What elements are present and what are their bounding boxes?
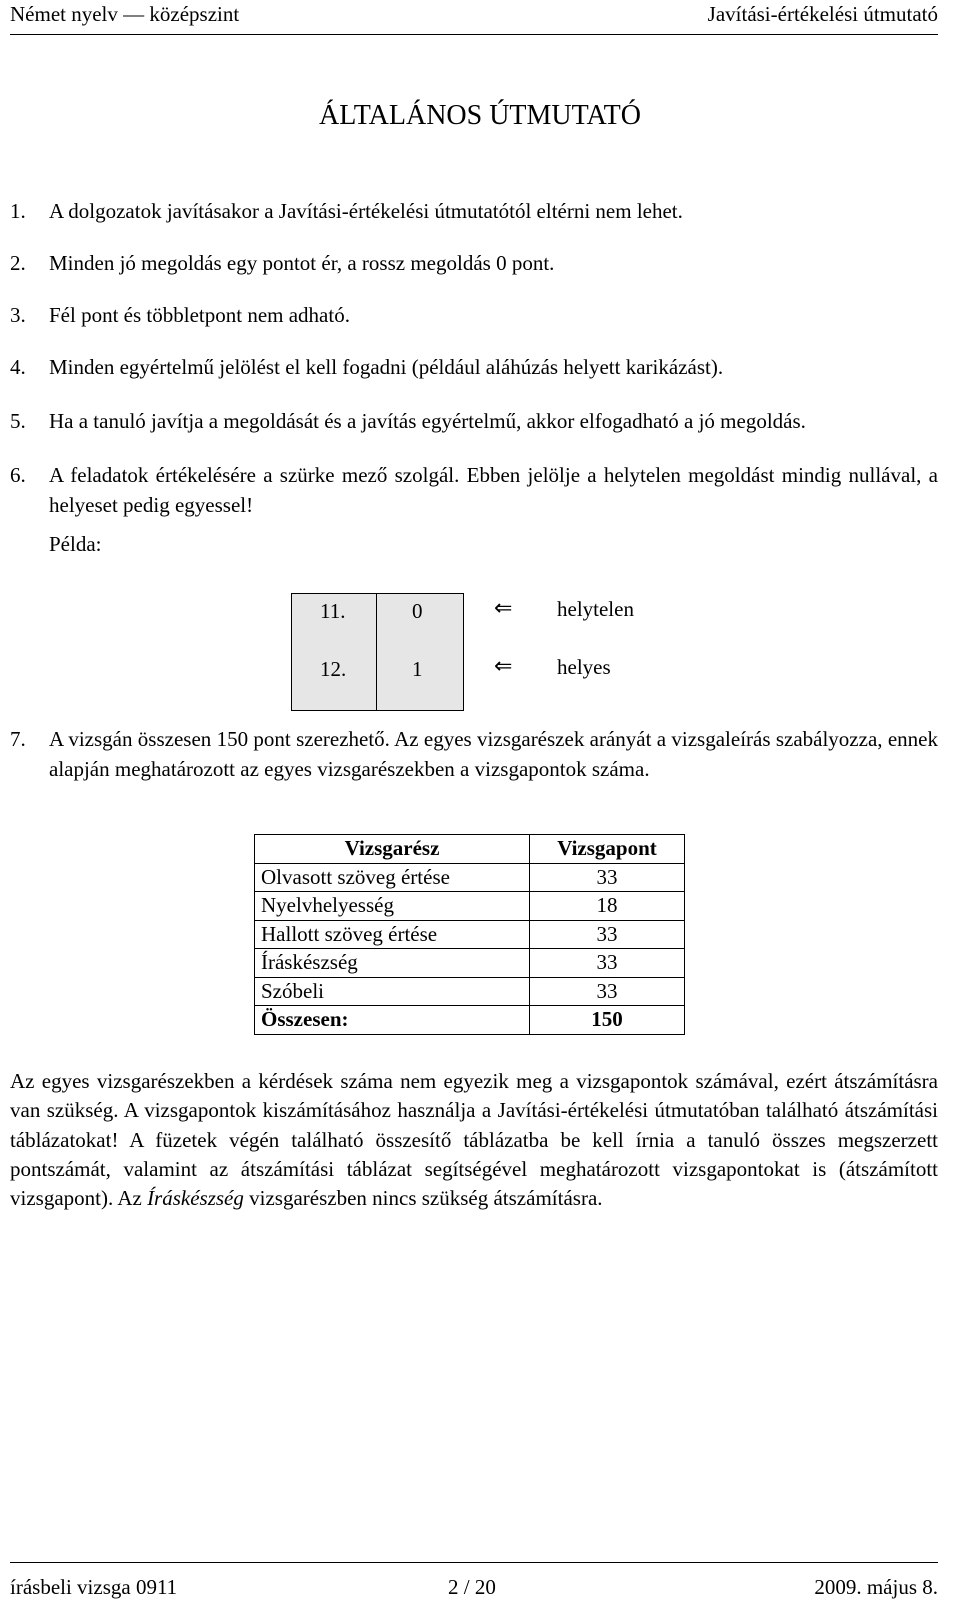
list-item-text: Minden jó megoldás egy pontot ér, a rossz megoldás 0 pont. bbox=[49, 251, 555, 275]
paragraph-text: Az egyes vizsgarészekben a kérdések száma nem egyezik meg a vizsgapontok számával, ezért átszámításra van szükség. A vizsgapontok kiszámításához használja a Javítási-értékelési útmutatóban található átszámítási táblázatokat! A füzetek végén található összesítő táblázatba be kell írnia a tanuló összes megszerzett pontszámát, valamint az átszámítási táblázat segítségével meghatározott vizsgapontokat is (átszámított vizsgapont). Az bbox=[10, 1069, 938, 1211]
example-label: Példa: bbox=[49, 532, 102, 556]
conversion-paragraph bbox=[10, 1067, 938, 1213]
list-item-text: Ha a tanuló javítja a megoldását és a javítás egyértelmű, akkor elfogadható a jó megoldás. bbox=[49, 409, 806, 433]
exam-points-cell: 33 bbox=[530, 977, 685, 1006]
page-footer bbox=[10, 1562, 938, 1603]
paragraph-emphasis: Íráskészség bbox=[147, 1186, 244, 1211]
column-header: Vizsgarész bbox=[255, 835, 530, 864]
example-result-label: helyes bbox=[557, 655, 611, 679]
table-row bbox=[255, 920, 685, 949]
exam-part-cell: Olvasott szöveg értése bbox=[255, 863, 530, 892]
table-row bbox=[255, 949, 685, 978]
list-item-number: 3. bbox=[10, 303, 26, 327]
header-doc-title: Javítási-értékelési útmutató bbox=[707, 2, 938, 26]
exam-points-cell: 33 bbox=[530, 920, 685, 949]
footer-exam-code: írásbeli vizsga 0911 bbox=[10, 1575, 178, 1599]
list-item-number: 1. bbox=[10, 199, 26, 223]
list-item-text: A feladatok értékelésére a szürke mező szolgál. Ebben jelölje a helytelen megoldást mindig nullával, a helyeset pedig egyessel! bbox=[49, 463, 938, 517]
footer-date: 2009. május 8. bbox=[814, 1575, 938, 1599]
header-subject: Német nyelv — középszint bbox=[10, 2, 240, 26]
grading-example-box bbox=[291, 593, 464, 711]
example-result-label: helytelen bbox=[557, 597, 634, 621]
page-header bbox=[10, 0, 938, 35]
example-item-number: 11. bbox=[320, 599, 346, 623]
example-score: 0 bbox=[412, 599, 423, 623]
exam-points-cell: 33 bbox=[530, 863, 685, 892]
list-item-text: Minden egyértelmű jelölést el kell fogadni (például aláhúzás helyett karikázást). bbox=[49, 355, 724, 379]
table-row bbox=[255, 977, 685, 1006]
list-item-number: 5. bbox=[10, 409, 26, 433]
table-row bbox=[255, 892, 685, 921]
score-table bbox=[254, 834, 685, 1035]
list-item-number: 7. bbox=[10, 727, 26, 751]
list-item-text: A vizsgán összesen 150 pont szerezhető. Az egyes vizsgarészek arányát a vizsgaleírás szabályozza, ennek alapján meghatározott az egyes vizsgarészekben a vizsgapontok száma. bbox=[49, 727, 938, 781]
total-label-cell: Összesen: bbox=[255, 1006, 530, 1035]
exam-part-cell: Hallott szöveg értése bbox=[255, 920, 530, 949]
footer-page-number: 2 / 20 bbox=[448, 1575, 496, 1599]
example-divider bbox=[376, 594, 377, 710]
list-item-text: Fél pont és többletpont nem adható. bbox=[49, 303, 350, 327]
example-item-number: 12. bbox=[320, 657, 347, 681]
column-header: Vizsgapont bbox=[530, 835, 685, 864]
total-points-cell: 150 bbox=[530, 1006, 685, 1035]
table-total-row bbox=[255, 1006, 685, 1035]
example-score: 1 bbox=[412, 657, 423, 681]
table-row bbox=[255, 863, 685, 892]
exam-part-cell: Szóbeli bbox=[255, 977, 530, 1006]
list-item-number: 6. bbox=[10, 463, 26, 487]
exam-points-cell: 33 bbox=[530, 949, 685, 978]
exam-part-cell: Nyelvhelyesség bbox=[255, 892, 530, 921]
table-header-row bbox=[255, 835, 685, 864]
paragraph-text: vizsgarészben nincs szükség átszámításra. bbox=[243, 1186, 603, 1211]
arrow-left-icon: ⇐ bbox=[494, 654, 513, 679]
exam-points-cell: 18 bbox=[530, 892, 685, 921]
arrow-left-icon: ⇐ bbox=[494, 596, 513, 621]
exam-part-cell: Íráskészség bbox=[255, 949, 530, 978]
list-item-number: 4. bbox=[10, 355, 26, 379]
list-item-text: A dolgozatok javításakor a Javítási-értékelési útmutatótól eltérni nem lehet. bbox=[49, 199, 683, 223]
page-title: ÁLTALÁNOS ÚTMUTATÓ bbox=[319, 100, 641, 131]
list-item-number: 2. bbox=[10, 251, 26, 275]
